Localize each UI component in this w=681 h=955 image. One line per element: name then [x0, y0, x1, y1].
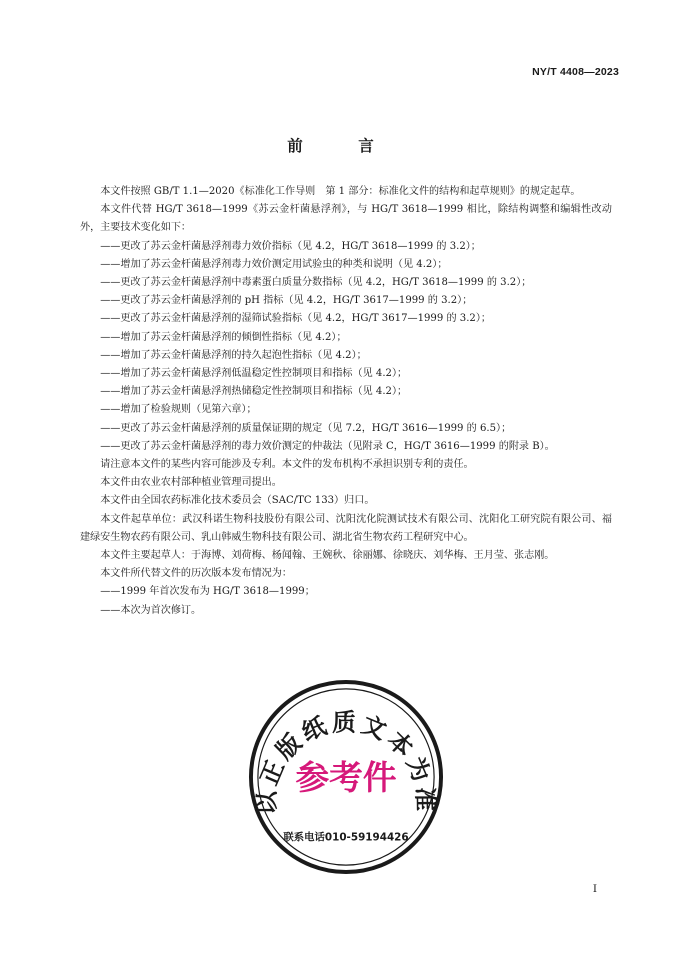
paragraph: 请注意本文件的某些内容可能涉及专利。本文件的发布机构不承担识别专利的责任。: [100, 459, 474, 471]
paragraph: 本文件由农业农村部种植业管理司提出。: [100, 477, 282, 489]
document-body: [80, 183, 612, 620]
stamp-phone-text: 联系电话010-59194426: [283, 831, 409, 844]
change-list-item: ——更改了苏云金杆菌悬浮剂中毒素蛋白质量分数指标（见 4.2，HG/T 3618—1999 的 3.2）；: [100, 277, 532, 289]
page-title: 前 言: [287, 136, 394, 155]
stamp-arc-text: 以正版纸质文本为准: [252, 708, 440, 816]
change-list-item: ——1999 年首次发布为 HG/T 3618—1999；: [100, 586, 315, 598]
paragraph: 本文件所代替文件的历次版本发布情况为：: [100, 568, 292, 580]
reference-copy-stamp: [247, 678, 445, 876]
paragraph: 本文件代替 HG/T 3618—1999《苏云金杆菌悬浮剂》，与 HG/T 3618—1999 相比，除结构调整和编辑性改动外，主要技术变化如下：: [80, 204, 612, 234]
change-list-item: ——增加了苏云金杆菌悬浮剂毒力效价测定用试验虫的种类和说明（见 4.2）；: [100, 258, 448, 270]
change-list-item: ——更改了苏云金杆菌悬浮剂的毒力效价测定的仲裁法（见附录 C，HG/T 3616—1999 的附录 B）。: [100, 440, 555, 452]
paragraph: 本文件由全国农药标准化技术委员会（SAC/TC 133）归口。: [100, 495, 375, 507]
change-list-item: ——本次为首次修订。: [100, 604, 202, 616]
change-list-item: ——更改了苏云金杆菌悬浮剂的 pH 指标（见 4.2，HG/T 3617—1999 的 3.2）；: [100, 295, 473, 307]
change-list-item: ——增加了苏云金杆菌悬浮剂低温稳定性控制项目和指标（见 4.2）；: [100, 368, 408, 380]
page-number: I: [592, 883, 597, 895]
change-list-item: ——增加了检验规则（见第六章）；: [100, 404, 257, 416]
change-list-item: ——增加了苏云金杆菌悬浮剂的倾倒性指标（见 4.2）；: [100, 331, 347, 343]
change-list-item: ——更改了苏云金杆菌悬浮剂毒力效价指标（见 4.2，HG/T 3618—1999 的 3.2）；: [100, 240, 481, 252]
paragraph: 本文件起草单位：武汉科诺生物科技股份有限公司、沈阳沈化院测试技术有限公司、沈阳化工研究院有限公司、福建绿安生物农药有限公司、乳山韩威生物科技有限公司、湖北省生物农药工程研究中心。: [80, 513, 612, 543]
change-list-item: ——增加了苏云金杆菌悬浮剂的持久起泡性指标（见 4.2）；: [100, 349, 367, 361]
stamp-center-text: 参考件: [295, 757, 397, 797]
paragraph: 本文件按照 GB/T 1.1—2020《标准化工作导则 第 1 部分：标准化文件的结构和起草规则》的规定起草。: [100, 186, 581, 197]
change-list-item: ——更改了苏云金杆菌悬浮剂的湿筛试验指标（见 4.2，HG/T 3617—1999 的 3.2）；: [100, 313, 491, 325]
document-number: NY/T 4408—2023: [532, 66, 619, 78]
change-list-item: ——增加了苏云金杆菌悬浮剂热储稳定性控制项目和指标（见 4.2）；: [100, 386, 408, 398]
paragraph: 本文件主要起草人：于海博、刘荷梅、杨闻翰、王婉秋、徐丽娜、徐晓庆、刘华梅、王月莹、张志刚。: [100, 550, 555, 562]
change-list-item: ——更改了苏云金杆菌悬浮剂的质量保证期的规定（见 7.2，HG/T 3616—1999 的 6.5）；: [100, 422, 512, 434]
